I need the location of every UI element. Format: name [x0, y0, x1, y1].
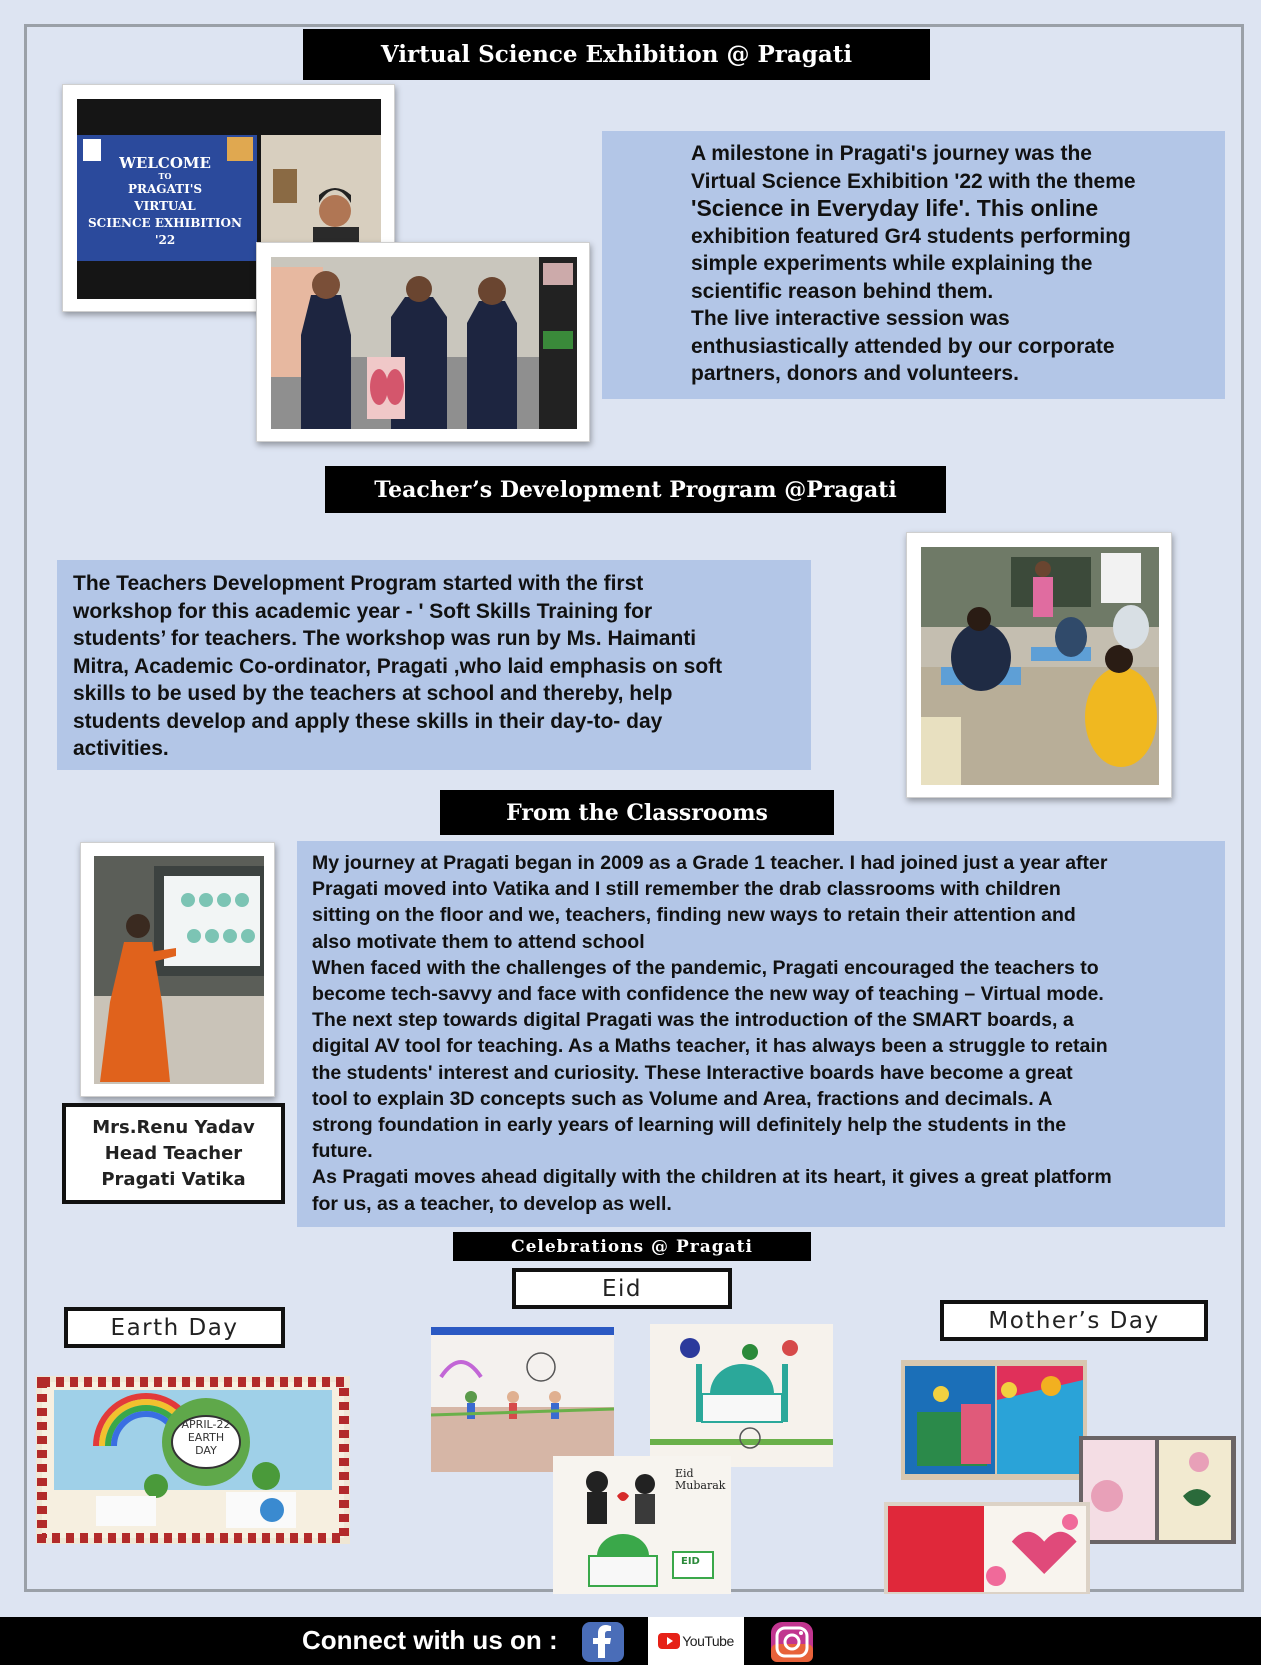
teachers-program-text: The Teachers Development Program started with the first workshop for this academic year - ' Soft Skills Training for students’ for teachers. The workshop was run by Ms. Haimanti Mitra, Academic Co-ordinator, Pragati ,who laid emphasis on soft skills to be used by the teachers at school and thereby, help students develop and apply these skills in their day-to- day activities.	[57, 560, 811, 770]
mothers-day-label: Mother’s Day	[940, 1300, 1208, 1341]
earth-day-label: Earth Day	[64, 1307, 285, 1348]
eid-drawing-2	[650, 1324, 833, 1467]
eid-drawing-eid-text: EID	[681, 1556, 700, 1567]
facebook-icon[interactable]	[582, 1622, 624, 1662]
teacher-name: Mrs.Renu Yadav	[92, 1116, 255, 1138]
earth-day-art-text: APRIL-22 EARTH DAY	[181, 1418, 231, 1457]
instagram-icon[interactable]	[771, 1622, 813, 1662]
teacher-school: Pragati Vatika	[101, 1168, 246, 1190]
footer-bar	[0, 1617, 1261, 1665]
classrooms-title: From the Classrooms	[506, 799, 768, 826]
science-exhibition-title: Virtual Science Exhibition @ Pragati	[380, 41, 853, 68]
welcome-slide-text: WELCOME TO PRAGATI'S VIRTUAL SCIENCE EXHIBITION '22	[88, 154, 242, 247]
students-experiment-photo	[256, 242, 590, 442]
teachers-program-banner	[325, 466, 946, 513]
eid-label: Eid	[512, 1268, 732, 1309]
science-exhibition-text: A milestone in Pragati's journey was the Virtual Science Exhibition '22 with the theme 'Science in Everyday life'. This online exhibition featured Gr4 students performing simple experiments while explaining the scientific reason behind them. The live interactive session was enthusiastically attended by our corporate partners, donors and volunteers.	[602, 131, 1225, 399]
youtube-label: YouTube	[682, 1633, 734, 1649]
teacher-smartboard-photo	[80, 842, 275, 1097]
celebrations-title: Celebrations @ Pragati	[511, 1236, 753, 1257]
teachers-program-title: Teacher’s Development Program @Pragati	[374, 476, 897, 503]
youtube-icon	[658, 1633, 680, 1649]
earth-day-artwork	[36, 1376, 350, 1544]
eid-drawing-3	[553, 1456, 731, 1594]
eid-drawing-text: Eid Mubarak	[675, 1467, 726, 1492]
teacher-caption-box	[62, 1103, 285, 1204]
celebrations-banner	[453, 1232, 811, 1261]
science-exhibition-banner	[303, 29, 930, 80]
classrooms-text: My journey at Pragati began in 2009 as a Grade 1 teacher. I had joined just a year after Pragati moved into Vatika and I still remember the drab classrooms with children sitting on the floor and we, teachers, finding new ways to retain their attention and also motivate them to attend school When faced with the challenges of the pandemic, Pragati encouraged the teachers to become tech-savvy and face with confidence the new way of teaching – Virtual mode. The next step towards digital Pragati was the introduction of the SMART boards, a digital AV tool for teaching. As a Maths teacher, it has always been a struggle to retain the students' interest and curiosity. These Interactive boards have become a great tool to explain 3D concepts such as Volume and Area, fractions and decimals. A strong foundation in early years of learning will definitely help the students in the future. As Pragati moves ahead digitally with the children at its heart, it gives a great platform for us, as a teacher, to develop as well.	[297, 841, 1225, 1227]
mothers-day-card-3	[884, 1502, 1090, 1594]
classrooms-banner	[440, 790, 834, 835]
teachers-workshop-photo	[906, 532, 1172, 798]
eid-drawing-1	[431, 1327, 614, 1472]
youtube-button[interactable]	[648, 1617, 744, 1665]
mothers-day-card-1	[901, 1360, 1087, 1480]
mothers-day-card-2	[1079, 1436, 1236, 1544]
connect-text: Connect with us on :	[302, 1625, 558, 1655]
teacher-role: Head Teacher	[104, 1142, 243, 1164]
